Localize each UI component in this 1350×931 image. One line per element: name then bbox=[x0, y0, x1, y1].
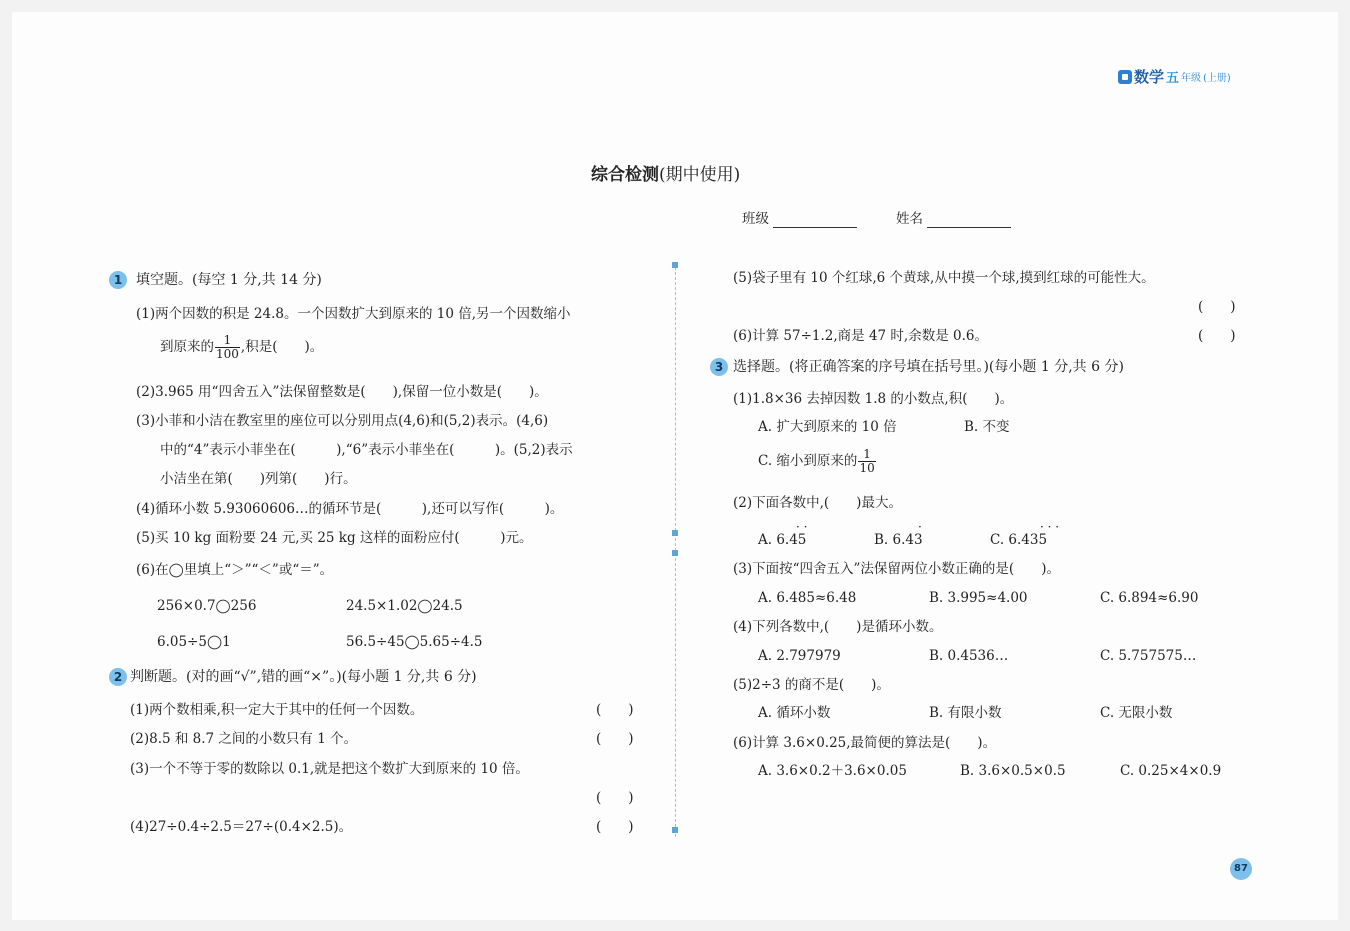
section-number-badge: 1 bbox=[109, 271, 127, 289]
s3-q3-option-b[interactable]: B. 3.995≈4.00 bbox=[929, 590, 1028, 606]
s3-q5-option-c[interactable]: C. 无限小数 bbox=[1100, 705, 1173, 721]
s3-q3-option-a[interactable]: A. 6.485≈6.48 bbox=[758, 590, 857, 606]
page-number: 87 bbox=[1230, 858, 1252, 880]
s1-cmp-3: 6.05÷5◯1 bbox=[157, 634, 231, 650]
s2-q4: (4)27÷0.4÷2.5＝27÷(0.4×2.5)。 bbox=[130, 819, 353, 835]
s3-q6-option-b[interactable]: B. 3.6×0.5×0.5 bbox=[960, 763, 1066, 779]
s1-q1-suffix: ,积是( )。 bbox=[240, 339, 324, 355]
s3-q6: (6)计算 3.6×0.25,最简便的算法是( )。 bbox=[733, 735, 997, 751]
fold-marker bbox=[672, 530, 678, 536]
s1-q2: (2)3.965 用“四舍五入”法保留整数是( ),保留一位小数是( )。 bbox=[136, 384, 548, 400]
s2-q6: (6)计算 57÷1.2,商是 47 时,余数是 0.6。 bbox=[733, 328, 988, 344]
s3-q1-option-b[interactable]: B. 不变 bbox=[964, 419, 1010, 435]
repeat-dots: · · bbox=[796, 520, 808, 534]
s3-q2-option-a[interactable]: A. 6.45 bbox=[758, 532, 807, 548]
fold-marker bbox=[672, 827, 678, 833]
s3-q5: (5)2÷3 的商不是( )。 bbox=[733, 677, 890, 693]
section1-heading: 填空题。(每空 1 分,共 14 分) bbox=[136, 272, 322, 288]
class-underline[interactable] bbox=[773, 213, 857, 228]
s3-q6-option-c[interactable]: C. 0.25×4×0.9 bbox=[1120, 763, 1222, 779]
s3-q4-option-c[interactable]: C. 5.757575… bbox=[1100, 648, 1197, 664]
s1-q3-line3: 小洁坐在第( )列第( )行。 bbox=[160, 471, 357, 487]
answer-paren[interactable]: ( ) bbox=[1198, 299, 1236, 315]
s3-q2-option-b[interactable]: B. 6.43 bbox=[874, 532, 923, 548]
s1-q6: (6)在◯里填上“＞”“＜”或“＝”。 bbox=[136, 562, 334, 578]
s3-q4-option-b[interactable]: B. 0.4536… bbox=[929, 648, 1009, 664]
section2-heading: 判断题。(对的画“√”,错的画“×”。)(每小题 1 分,共 6 分) bbox=[130, 669, 477, 685]
s1-q4: (4)循环小数 5.93060606…的循环节是( ),还可以写作( )。 bbox=[136, 501, 564, 517]
class-field[interactable] bbox=[742, 210, 857, 228]
fraction: $\frac{1}{10}$ bbox=[859, 447, 875, 475]
s1-q1-line2 bbox=[160, 334, 323, 361]
brand-volume: (上册) bbox=[1203, 73, 1231, 84]
s2-q1: (1)两个数相乘,积一定大于其中的任何一个因数。 bbox=[130, 702, 424, 718]
section3-heading: 选择题。(将正确答案的序号填在括号里。)(每小题 1 分,共 6 分) bbox=[733, 359, 1124, 375]
workbook-page bbox=[12, 12, 1338, 920]
s1-q3-line1: (3)小菲和小洁在教室里的座位可以分别用点(4,6)和(5,2)表示。(4,6) bbox=[136, 413, 549, 429]
s3-q4: (4)下列各数中,( )是循环小数。 bbox=[733, 619, 943, 635]
name-field[interactable] bbox=[896, 210, 1011, 228]
s2-q2: (2)8.5 和 8.7 之间的小数只有 1 个。 bbox=[130, 731, 358, 747]
answer-paren[interactable]: ( ) bbox=[596, 702, 634, 718]
repeat-dots: · bbox=[918, 520, 922, 534]
page-title bbox=[591, 160, 740, 185]
s3-q4-option-a[interactable]: A. 2.797979 bbox=[758, 648, 841, 664]
brand-logo-icon bbox=[1118, 70, 1132, 84]
brand-header bbox=[1118, 66, 1231, 87]
s3-q3-option-c[interactable]: C. 6.894≈6.90 bbox=[1100, 590, 1199, 606]
title-sub: (期中使用) bbox=[659, 165, 741, 185]
repeat-dots: · · · bbox=[1040, 520, 1060, 534]
name-label: 姓名 bbox=[896, 211, 923, 227]
s3-q1: (1)1.8×36 去掉因数 1.8 的小数点,积( )。 bbox=[733, 391, 1014, 407]
s1-q1-prefix: 到原来的 bbox=[160, 339, 214, 355]
section-number-badge: 3 bbox=[710, 358, 728, 376]
s1-cmp-4: 56.5÷45◯5.65÷4.5 bbox=[346, 634, 483, 650]
section-number-badge: 2 bbox=[109, 668, 127, 686]
answer-paren[interactable]: ( ) bbox=[1198, 328, 1236, 344]
s2-q3: (3)一个不等于零的数除以 0.1,就是把这个数扩大到原来的 10 倍。 bbox=[130, 761, 529, 777]
fold-marker bbox=[672, 550, 678, 556]
s3-q1-option-a[interactable]: A. 扩大到原来的 10 倍 bbox=[758, 419, 897, 435]
answer-paren[interactable]: ( ) bbox=[596, 819, 634, 835]
s3-q2-option-c[interactable]: C. 6.435 bbox=[990, 532, 1048, 548]
class-label: 班级 bbox=[742, 211, 769, 227]
s1-q1-line1: (1)两个因数的积是 24.8。一个因数扩大到原来的 10 倍,另一个因数缩小 bbox=[136, 306, 571, 322]
name-underline[interactable] bbox=[927, 213, 1011, 228]
s3-q2: (2)下面各数中,( )最大。 bbox=[733, 495, 902, 511]
s3-q1-option-c-text: C. 缩小到原来的 bbox=[758, 453, 858, 469]
fraction: $\frac{1}{100}$ bbox=[216, 333, 239, 361]
s3-q5-option-b[interactable]: B. 有限小数 bbox=[929, 705, 1002, 721]
title-main: 综合检测 bbox=[591, 165, 659, 185]
s1-q3-line2: 中的“4”表示小菲坐在( ),“6”表示小菲坐在( )。(5,2)表示 bbox=[160, 442, 573, 458]
s3-q1-option-c[interactable] bbox=[758, 448, 877, 475]
s3-q6-option-a[interactable]: A. 3.6×0.2＋3.6×0.05 bbox=[758, 763, 907, 779]
s3-q5-option-a[interactable]: A. 循环小数 bbox=[758, 705, 831, 721]
answer-paren[interactable]: ( ) bbox=[596, 731, 634, 747]
fold-marker bbox=[672, 262, 678, 268]
s1-q5: (5)买 10 kg 面粉要 24 元,买 25 kg 这样的面粉应付( )元。 bbox=[136, 530, 533, 546]
s1-cmp-2: 24.5×1.02◯24.5 bbox=[346, 598, 463, 614]
s1-cmp-1: 256×0.7◯256 bbox=[157, 598, 257, 614]
brand-subject: 数学 bbox=[1134, 68, 1165, 86]
brand-grade-suffix: 年级 bbox=[1181, 73, 1202, 84]
s3-q3: (3)下面按“四舍五入”法保留两位小数正确的是( )。 bbox=[733, 561, 1060, 577]
s2-q5: (5)袋子里有 10 个红球,6 个黄球,从中摸一个球,摸到红球的可能性大。 bbox=[733, 270, 1155, 286]
brand-grade: 五 bbox=[1166, 71, 1180, 86]
answer-paren[interactable]: ( ) bbox=[596, 790, 634, 806]
